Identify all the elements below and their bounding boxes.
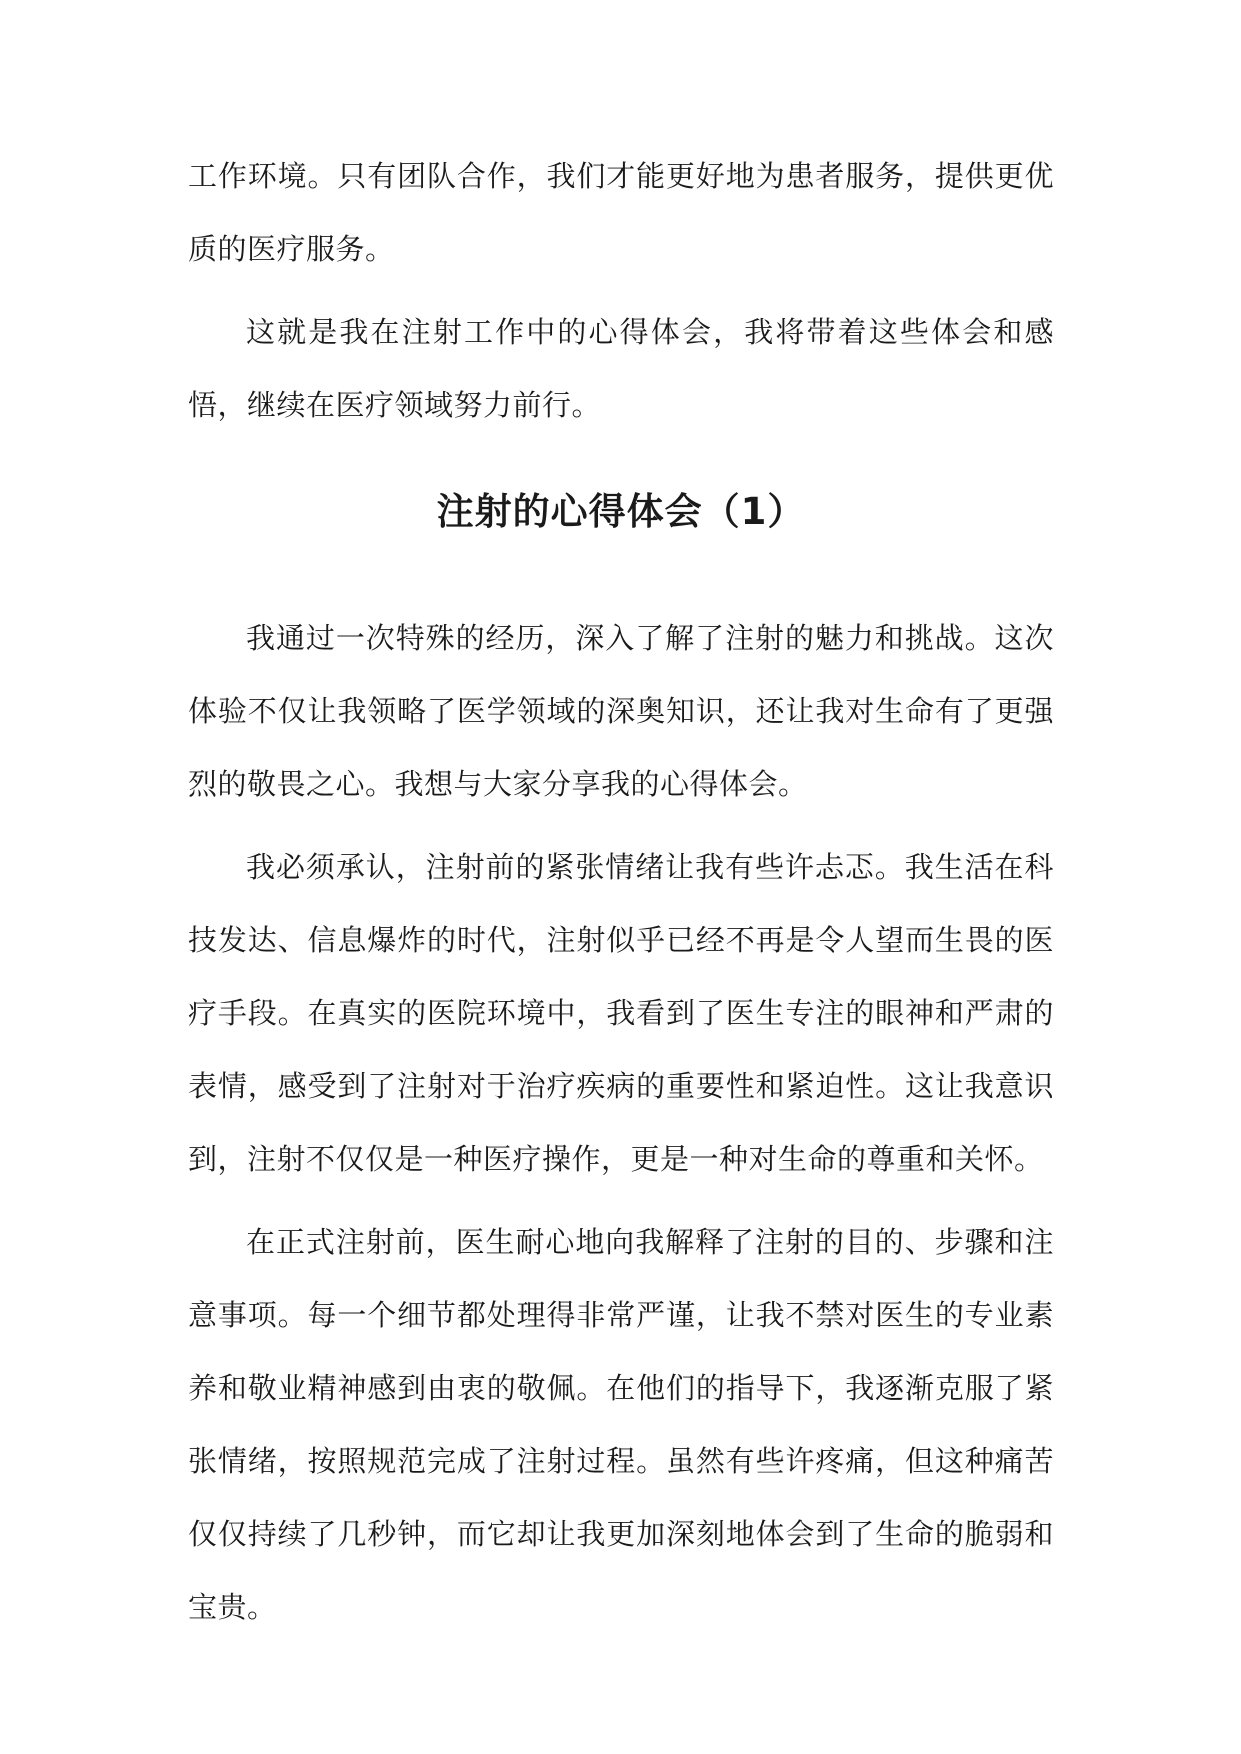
document-body [188,140,1054,1654]
paragraph-intro: 我通过一次特殊的经历，深入了解了注射的魅力和挑战。这次体验不仅让我领略了医学领域的深奥知识，还让我对生命有了更强烈的敬畏之心。我想与大家分享我的心得体会。 [188,621,1054,801]
paragraph-body-2: 在正式注射前，医生耐心地向我解释了注射的目的、步骤和注意事项。每一个细节都处理得非常严谨，让我不禁对医生的专业素养和敬业精神感到由衷的敬佩。在他们的指导下，我逐渐克服了紧张情绪，按照规范完成了注射过程。虽然有些许疼痛，但这种痛苦仅仅持续了几秒钟，而它却让我更加深刻地体会到了生命的脆弱和宝贵。 [188,1225,1054,1624]
paragraph-body-1: 我必须承认，注射前的紧张情绪让我有些许忐忑。我生活在科技发达、信息爆炸的时代，注射似乎已经不再是令人望而生畏的医疗手段。在真实的医院环境中，我看到了医生专注的眼神和严肃的表情，感受到了注射对于治疗疾病的重要性和紧迫性。这让我意识到，注射不仅仅是一种医疗操作，更是一种对生命的尊重和关怀。 [188,850,1054,1176]
paragraph-continuation: 工作环境。只有团队合作，我们才能更好地为患者服务，提供更优质的医疗服务。 [188,159,1054,266]
section-title: 注射的心得体会（1） [436,490,806,533]
paragraph-conclusion: 这就是我在注射工作中的心得体会，我将带着这些体会和感悟，继续在医疗领域努力前行。 [188,315,1054,422]
